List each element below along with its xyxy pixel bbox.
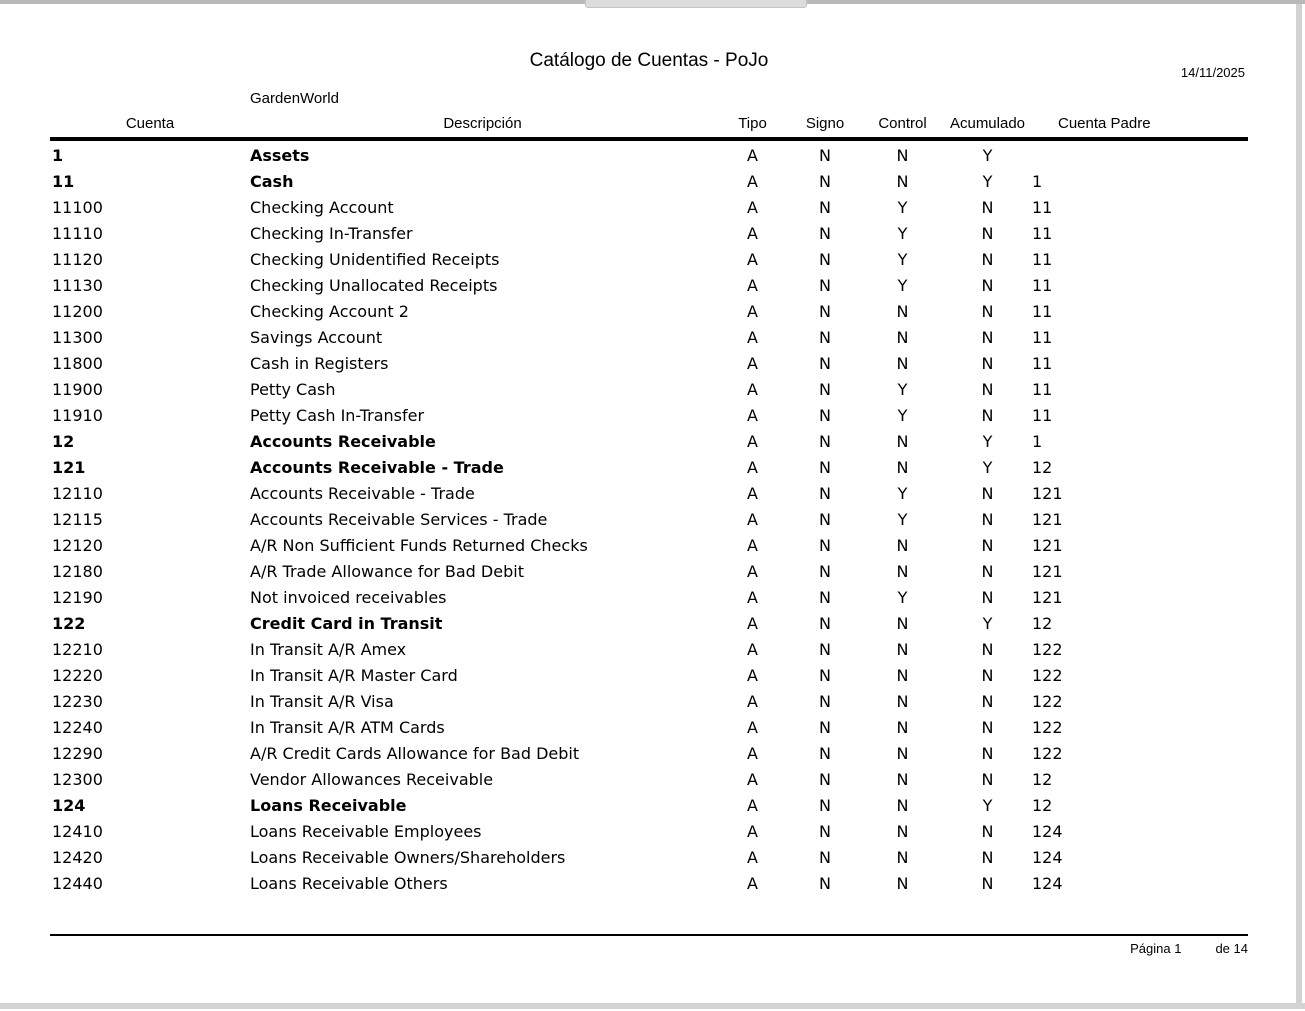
cell-acumulado: Y xyxy=(982,614,993,633)
cell-signo: N xyxy=(819,718,831,737)
cell-signo: N xyxy=(819,770,831,789)
cell-cuenta: 12410 xyxy=(52,822,103,841)
cell-descripcion: Accounts Receivable xyxy=(250,432,436,451)
cell-acumulado: N xyxy=(981,380,994,399)
cell-control: Y xyxy=(897,510,908,529)
table-row xyxy=(50,871,1248,897)
cell-control: N xyxy=(896,458,909,477)
cell-cuenta-padre: 11 xyxy=(1032,224,1053,243)
cell-cuenta: 12420 xyxy=(52,848,103,867)
cell-signo: N xyxy=(819,666,831,685)
cell-signo: N xyxy=(819,640,831,659)
cell-acumulado: N xyxy=(981,328,994,347)
cell-signo: N xyxy=(819,614,831,633)
cell-tipo: A xyxy=(747,692,758,711)
cell-descripcion: Loans Receivable Employees xyxy=(250,822,482,841)
cell-control: Y xyxy=(897,406,908,425)
cell-control: N xyxy=(896,848,909,867)
cell-cuenta-padre: 122 xyxy=(1032,640,1063,659)
table-row xyxy=(50,793,1248,819)
cell-tipo: A xyxy=(747,822,758,841)
cell-descripcion: Checking Unallocated Receipts xyxy=(250,276,498,295)
cell-tipo: A xyxy=(747,172,758,191)
cell-acumulado: N xyxy=(981,198,994,217)
cell-tipo: A xyxy=(747,796,758,815)
cell-control: Y xyxy=(897,198,908,217)
cell-cuenta-padre: 12 xyxy=(1032,458,1053,477)
table-row xyxy=(50,143,1248,169)
cell-tipo: A xyxy=(747,718,758,737)
header-rule xyxy=(50,137,1248,141)
cell-cuenta: 12220 xyxy=(52,666,103,685)
cell-tipo: A xyxy=(747,276,758,295)
cell-acumulado: Y xyxy=(982,458,993,477)
table-row xyxy=(50,585,1248,611)
cell-signo: N xyxy=(819,692,831,711)
bottom-edge-strip xyxy=(0,1003,1305,1009)
cell-descripcion: In Transit A/R Amex xyxy=(250,640,407,659)
cell-control: N xyxy=(896,718,909,737)
cell-descripcion: Accounts Receivable - Trade xyxy=(250,484,475,503)
cell-signo: N xyxy=(819,744,831,763)
cell-acumulado: Y xyxy=(982,172,993,191)
table-row xyxy=(50,325,1248,351)
cell-acumulado: Y xyxy=(982,796,993,815)
page-number-label: Página 1 xyxy=(1130,941,1182,956)
cell-cuenta-padre: 11 xyxy=(1032,302,1053,321)
cell-cuenta-padre: 122 xyxy=(1032,744,1063,763)
cell-descripcion: A/R Trade Allowance for Bad Debit xyxy=(250,562,524,581)
page-footer xyxy=(1130,941,1248,956)
cell-control: Y xyxy=(897,250,908,269)
cell-cuenta-padre: 122 xyxy=(1032,666,1063,685)
table-row xyxy=(50,195,1248,221)
cell-cuenta-padre: 121 xyxy=(1032,536,1063,555)
cell-cuenta: 11300 xyxy=(52,328,103,347)
table-row xyxy=(50,403,1248,429)
top-toolbar-fragment xyxy=(585,0,807,8)
cell-signo: N xyxy=(819,822,831,841)
cell-cuenta-padre: 121 xyxy=(1032,510,1063,529)
cell-cuenta-padre: 12 xyxy=(1032,796,1053,815)
cell-tipo: A xyxy=(747,484,758,503)
cell-control: N xyxy=(896,666,909,685)
cell-tipo: A xyxy=(747,380,758,399)
column-header-tipo: Tipo xyxy=(738,115,767,132)
cell-cuenta: 124 xyxy=(52,796,86,815)
table-row xyxy=(50,559,1248,585)
cell-tipo: A xyxy=(747,198,758,217)
cell-tipo: A xyxy=(747,432,758,451)
table-body xyxy=(50,143,1248,897)
cell-acumulado: N xyxy=(981,588,994,607)
cell-signo: N xyxy=(819,458,831,477)
table-row xyxy=(50,507,1248,533)
cell-descripcion: Accounts Receivable - Trade xyxy=(250,458,504,477)
cell-control: N xyxy=(896,770,909,789)
cell-acumulado: Y xyxy=(982,146,993,165)
right-edge-strip xyxy=(1296,4,1302,1005)
cell-acumulado: N xyxy=(981,250,994,269)
cell-control: Y xyxy=(897,380,908,399)
cell-tipo: A xyxy=(747,562,758,581)
table-row xyxy=(50,663,1248,689)
cell-signo: N xyxy=(819,562,831,581)
cell-control: N xyxy=(896,328,909,347)
cell-descripcion: In Transit A/R Master Card xyxy=(250,666,458,685)
cell-acumulado: N xyxy=(981,224,994,243)
report-date: 14/11/2025 xyxy=(1180,65,1245,80)
cell-signo: N xyxy=(819,302,831,321)
cell-signo: N xyxy=(819,328,831,347)
cell-signo: N xyxy=(819,484,831,503)
cell-acumulado: N xyxy=(981,744,994,763)
cell-descripcion: Not invoiced receivables xyxy=(250,588,447,607)
table-row xyxy=(50,455,1248,481)
table-row xyxy=(50,377,1248,403)
cell-control: N xyxy=(896,744,909,763)
cell-descripcion: Loans Receivable Owners/Shareholders xyxy=(250,848,566,867)
cell-tipo: A xyxy=(747,588,758,607)
cell-signo: N xyxy=(819,536,831,555)
table-row xyxy=(50,715,1248,741)
cell-cuenta: 11200 xyxy=(52,302,103,321)
cell-control: Y xyxy=(897,588,908,607)
cell-control: N xyxy=(896,874,909,893)
cell-cuenta: 11120 xyxy=(52,250,103,269)
cell-cuenta: 12115 xyxy=(52,510,103,529)
cell-control: N xyxy=(896,172,909,191)
cell-signo: N xyxy=(819,276,831,295)
cell-signo: N xyxy=(819,250,831,269)
table-row xyxy=(50,741,1248,767)
cell-descripcion: Checking Account xyxy=(250,198,394,217)
cell-acumulado: N xyxy=(981,718,994,737)
cell-control: N xyxy=(896,302,909,321)
table-row xyxy=(50,299,1248,325)
cell-signo: N xyxy=(819,510,831,529)
cell-cuenta: 11100 xyxy=(52,198,103,217)
cell-signo: N xyxy=(819,172,831,191)
table-row xyxy=(50,819,1248,845)
column-header-cuenta-padre: Cuenta Padre xyxy=(1058,115,1151,132)
cell-control: N xyxy=(896,536,909,555)
cell-acumulado: N xyxy=(981,848,994,867)
cell-cuenta-padre: 11 xyxy=(1032,250,1053,269)
column-header-descripcion: Descripción xyxy=(443,115,522,132)
cell-cuenta-padre: 12 xyxy=(1032,614,1053,633)
cell-cuenta-padre: 11 xyxy=(1032,198,1053,217)
cell-cuenta-padre: 11 xyxy=(1032,406,1053,425)
cell-cuenta-padre xyxy=(1030,143,1248,169)
cell-signo: N xyxy=(819,146,831,165)
table-row xyxy=(50,767,1248,793)
cell-acumulado: N xyxy=(981,666,994,685)
table-row xyxy=(50,169,1248,195)
cell-descripcion: Accounts Receivable Services - Trade xyxy=(250,510,548,529)
cell-acumulado: N xyxy=(981,770,994,789)
cell-control: Y xyxy=(897,276,908,295)
cell-cuenta-padre: 1 xyxy=(1032,172,1043,191)
table-row xyxy=(50,845,1248,871)
cell-descripcion: Cash xyxy=(250,172,294,191)
table-row xyxy=(50,429,1248,455)
cell-signo: N xyxy=(819,848,831,867)
cell-cuenta-padre: 11 xyxy=(1032,328,1053,347)
cell-descripcion: Savings Account xyxy=(250,328,383,347)
cell-descripcion: A/R Credit Cards Allowance for Bad Debit xyxy=(250,744,580,763)
cell-control: Y xyxy=(897,484,908,503)
cell-descripcion: Petty Cash In-Transfer xyxy=(250,406,425,425)
cell-descripcion: A/R Non Sufficient Funds Returned Checks xyxy=(250,536,588,555)
cell-cuenta-padre: 124 xyxy=(1032,874,1063,893)
cell-control: N xyxy=(896,822,909,841)
cell-cuenta: 122 xyxy=(52,614,86,633)
cell-acumulado: Y xyxy=(982,432,993,451)
column-header-control: Control xyxy=(878,115,927,132)
cell-cuenta: 12240 xyxy=(52,718,103,737)
cell-cuenta-padre: 1 xyxy=(1032,432,1043,451)
cell-cuenta-padre: 12 xyxy=(1032,770,1053,789)
cell-acumulado: N xyxy=(981,406,994,425)
table-row xyxy=(50,611,1248,637)
cell-acumulado: N xyxy=(981,874,994,893)
cell-acumulado: N xyxy=(981,692,994,711)
cell-tipo: A xyxy=(747,770,758,789)
cell-acumulado: N xyxy=(981,822,994,841)
table-row xyxy=(50,637,1248,663)
cell-descripcion: In Transit A/R ATM Cards xyxy=(250,718,445,737)
cell-descripcion: Loans Receivable Others xyxy=(250,874,448,893)
cell-descripcion: Checking Unidentified Receipts xyxy=(250,250,500,269)
cell-cuenta-padre: 122 xyxy=(1032,718,1063,737)
cell-cuenta: 11910 xyxy=(52,406,103,425)
cell-signo: N xyxy=(819,380,831,399)
cell-signo: N xyxy=(819,432,831,451)
cell-cuenta: 12120 xyxy=(52,536,103,555)
cell-tipo: A xyxy=(747,250,758,269)
cell-cuenta-padre: 11 xyxy=(1032,380,1053,399)
cell-cuenta-padre: 11 xyxy=(1032,354,1053,373)
cell-cuenta-padre: 124 xyxy=(1032,848,1063,867)
cell-descripcion: Cash in Registers xyxy=(250,354,389,373)
cell-signo: N xyxy=(819,588,831,607)
cell-descripcion: In Transit A/R Visa xyxy=(250,692,394,711)
cell-tipo: A xyxy=(747,406,758,425)
table-header-row xyxy=(50,112,1248,136)
cell-cuenta-padre: 11 xyxy=(1032,276,1053,295)
cell-signo: N xyxy=(819,874,831,893)
cell-tipo: A xyxy=(747,614,758,633)
cell-acumulado: N xyxy=(981,640,994,659)
cell-cuenta: 121 xyxy=(52,458,86,477)
cell-control: N xyxy=(896,614,909,633)
organization-name: GardenWorld xyxy=(250,90,339,107)
report-title: Catálogo de Cuentas - PoJo xyxy=(529,50,769,71)
cell-acumulado: N xyxy=(981,510,994,529)
cell-control: Y xyxy=(897,224,908,243)
cell-cuenta: 12290 xyxy=(52,744,103,763)
column-header-acumulado: Acumulado xyxy=(949,115,1026,132)
cell-tipo: A xyxy=(747,458,758,477)
cell-signo: N xyxy=(819,354,831,373)
cell-tipo: A xyxy=(747,848,758,867)
cell-tipo: A xyxy=(747,224,758,243)
table-row xyxy=(50,351,1248,377)
cell-signo: N xyxy=(819,406,831,425)
cell-control: N xyxy=(896,692,909,711)
cell-acumulado: N xyxy=(981,302,994,321)
cell-tipo: A xyxy=(747,536,758,555)
cell-descripcion: Vendor Allowances Receivable xyxy=(250,770,494,789)
cell-cuenta: 11800 xyxy=(52,354,103,373)
cell-tipo: A xyxy=(747,510,758,529)
cell-cuenta: 11 xyxy=(52,172,75,191)
cell-descripcion: Assets xyxy=(250,146,310,165)
cell-cuenta: 12440 xyxy=(52,874,103,893)
cell-tipo: A xyxy=(747,640,758,659)
cell-descripcion: Checking Account 2 xyxy=(250,302,409,321)
cell-cuenta: 12300 xyxy=(52,770,103,789)
cell-signo: N xyxy=(819,198,831,217)
table-row xyxy=(50,533,1248,559)
column-header-cuenta: Cuenta xyxy=(125,115,175,132)
table-row xyxy=(50,221,1248,247)
cell-control: N xyxy=(896,640,909,659)
cell-acumulado: N xyxy=(981,536,994,555)
cell-tipo: A xyxy=(747,302,758,321)
cell-cuenta: 11130 xyxy=(52,276,103,295)
cell-acumulado: N xyxy=(981,354,994,373)
cell-cuenta: 12190 xyxy=(52,588,103,607)
cell-descripcion: Credit Card in Transit xyxy=(250,614,443,633)
table-row xyxy=(50,273,1248,299)
cell-cuenta: 11110 xyxy=(52,224,103,243)
cell-descripcion: Petty Cash xyxy=(250,380,336,399)
cell-cuenta: 12110 xyxy=(52,484,103,503)
cell-cuenta: 1 xyxy=(52,146,64,165)
cell-acumulado: N xyxy=(981,484,994,503)
cell-control: N xyxy=(896,146,909,165)
cell-control: N xyxy=(896,796,909,815)
cell-tipo: A xyxy=(747,146,758,165)
cell-cuenta-padre: 122 xyxy=(1032,692,1063,711)
cell-cuenta-padre: 121 xyxy=(1032,484,1063,503)
table-row xyxy=(50,481,1248,507)
cell-acumulado: N xyxy=(981,276,994,295)
cell-signo: N xyxy=(819,796,831,815)
cell-tipo: A xyxy=(747,666,758,685)
cell-cuenta: 12180 xyxy=(52,562,103,581)
cell-cuenta-padre: 121 xyxy=(1032,588,1063,607)
cell-signo: N xyxy=(819,224,831,243)
cell-control: N xyxy=(896,562,909,581)
cell-descripcion: Checking In-Transfer xyxy=(250,224,413,243)
cell-cuenta-padre: 124 xyxy=(1032,822,1063,841)
cell-descripcion: Loans Receivable xyxy=(250,796,407,815)
table-row xyxy=(50,247,1248,273)
column-header-signo: Signo xyxy=(805,115,845,132)
cell-cuenta: 12 xyxy=(52,432,75,451)
cell-tipo: A xyxy=(747,874,758,893)
page-count-label: de 14 xyxy=(1215,941,1248,956)
cell-control: N xyxy=(896,354,909,373)
cell-tipo: A xyxy=(747,354,758,373)
cell-tipo: A xyxy=(747,328,758,347)
table-row xyxy=(50,689,1248,715)
cell-cuenta: 11900 xyxy=(52,380,103,399)
cell-cuenta-padre: 121 xyxy=(1032,562,1063,581)
footer-rule xyxy=(50,934,1248,936)
cell-control: N xyxy=(896,432,909,451)
cell-acumulado: N xyxy=(981,562,994,581)
cell-tipo: A xyxy=(747,744,758,763)
cell-cuenta: 12230 xyxy=(52,692,103,711)
cell-cuenta: 12210 xyxy=(52,640,103,659)
